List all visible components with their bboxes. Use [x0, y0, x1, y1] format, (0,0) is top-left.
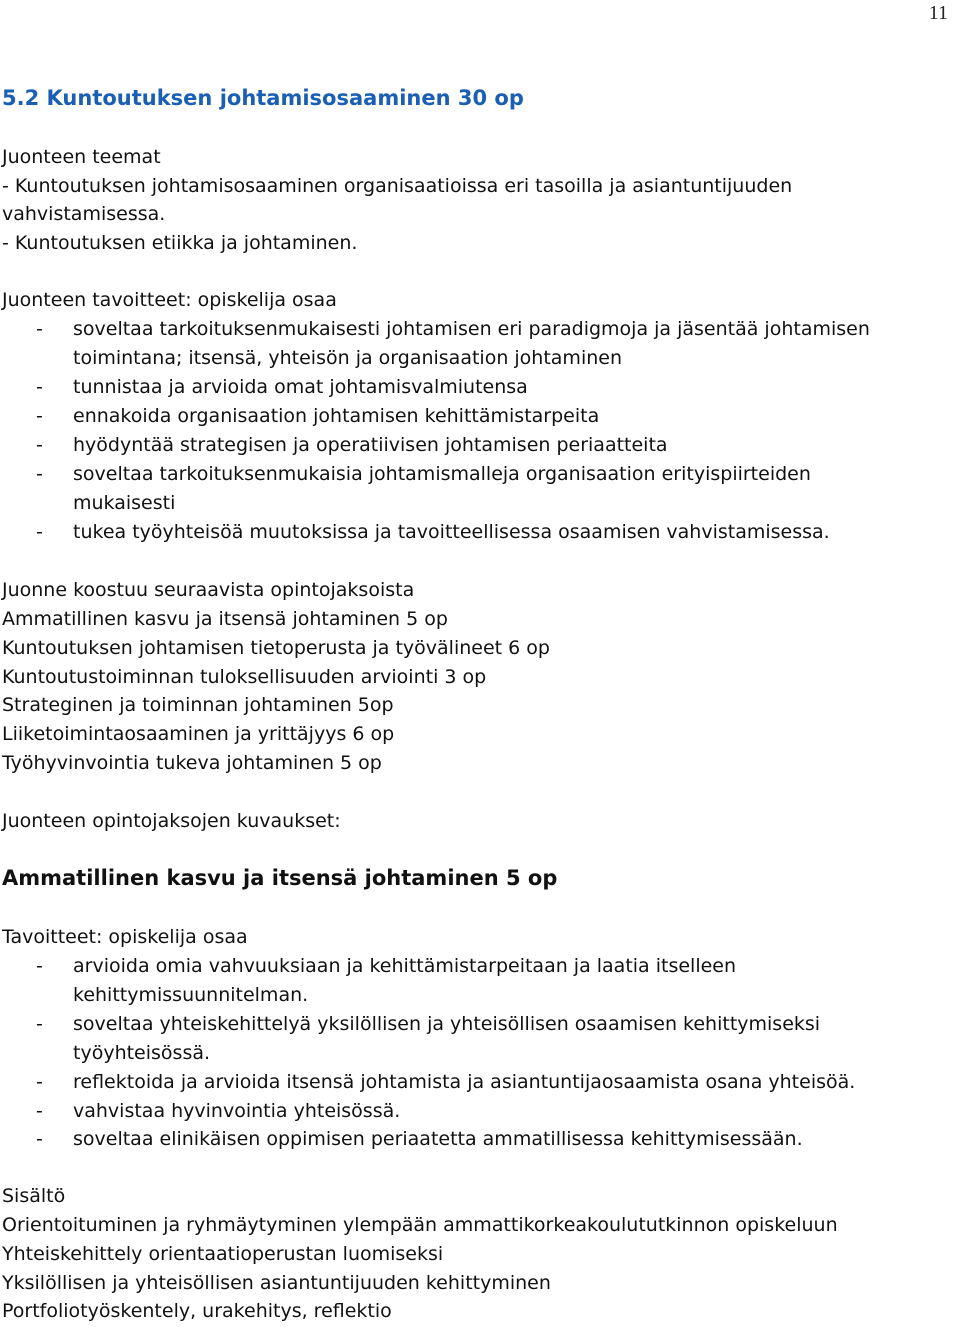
goal-text: tunnistaa ja arvioida omat johtamisvalmiutensa [73, 376, 528, 398]
themes-line: vahvistamisessa. [2, 203, 166, 225]
goal-item [2, 375, 952, 399]
course-list-item: Strateginen ja toiminnan johtaminen 5op [2, 694, 394, 716]
goal-item [2, 404, 952, 428]
course-list-item: Liiketoimintaosaaminen ja yrittäjyys 6 op [2, 723, 395, 745]
dash-marker: - [36, 376, 43, 398]
dash-marker: - [36, 1071, 43, 1093]
course-list-item: Kuntoutuksen johtamisen tietoperusta ja työvälineet 6 op [2, 637, 550, 659]
content-item: Orientoituminen ja ryhmäytyminen ylempään ammattikorkeakoulututkinnon opiskeluun [2, 1214, 838, 1236]
dash-marker: - [36, 405, 43, 427]
descriptions-heading: Juonteen opintojaksojen kuvaukset: [2, 810, 341, 832]
course-goal-item [2, 1070, 952, 1094]
course-goal-text: soveltaa elinikäisen oppimisen periaatetta ammatillisessa kehittymisessään. [73, 1128, 803, 1150]
goal-text: soveltaa tarkoituksenmukaisia johtamismalleja organisaation erityispiirteiden [73, 463, 811, 485]
page-number: 11 [928, 2, 948, 24]
goal-text: hyödyntää strategisen ja operatiivisen johtamisen periaatteita [73, 434, 668, 456]
course-goal-text-continued: työyhteisössä. [73, 1042, 211, 1064]
section-title: 5.2 Kuntoutuksen johtamisosaaminen 30 op [2, 86, 524, 110]
course-title: Ammatillinen kasvu ja itsensä johtaminen 5 op [2, 866, 558, 890]
course-goal-item [2, 954, 952, 978]
dash-marker: - [36, 1100, 43, 1122]
dash-marker: - [36, 955, 43, 977]
goal-item [2, 317, 952, 341]
course-goal-item [2, 1127, 952, 1151]
course-goal-text: arvioida omia vahvuuksiaan ja kehittämistarpeitaan ja laatia itselleen [73, 955, 737, 977]
themes-line: - Kuntoutuksen etiikka ja johtaminen. [2, 232, 358, 254]
content-item: Yksilöllisen ja yhteisöllisen asiantuntijuuden kehittyminen [2, 1272, 551, 1294]
dash-marker: - [36, 318, 43, 340]
course-goal-text-continued: kehittymissuunnitelman. [73, 984, 309, 1006]
course-list-item: Kuntoutustoiminnan tuloksellisuuden arviointi 3 op [2, 666, 487, 688]
course-goals-heading: Tavoitteet: opiskelija osaa [2, 926, 248, 948]
goal-text-continued: toimintana; itsensä, yhteisön ja organisaation johtaminen [73, 347, 622, 369]
dash-marker: - [36, 434, 43, 456]
goal-item [2, 520, 952, 544]
goal-text: soveltaa tarkoituksenmukaisesti johtamisen eri paradigmoja ja jäsentää johtamisen [73, 318, 870, 340]
course-goal-text: reflektoida ja arvioida itsensä johtamista ja asiantuntijaosaamista osana yhteisöä. [73, 1071, 856, 1093]
goal-item [2, 462, 952, 486]
dash-marker: - [36, 521, 43, 543]
goals-heading: Juonteen tavoitteet: opiskelija osaa [2, 289, 337, 311]
courses-heading: Juonne koostuu seuraavista opintojaksoista [2, 579, 415, 601]
themes-line: - Kuntoutuksen johtamisosaaminen organisaatioissa eri tasoilla ja asiantuntijuuden [2, 175, 793, 197]
course-list-item: Ammatillinen kasvu ja itsensä johtaminen 5 op [2, 608, 448, 630]
course-goal-text: vahvistaa hyvinvointia yhteisössä. [73, 1100, 401, 1122]
themes-heading: Juonteen teemat [2, 146, 161, 168]
content-item: Yhteiskehittely orientaatioperustan luomiseksi [2, 1243, 444, 1265]
course-goal-item [2, 1099, 952, 1123]
dash-marker: - [36, 463, 43, 485]
content-heading: Sisältö [2, 1185, 66, 1207]
course-goal-item [2, 1012, 952, 1036]
goal-text: tukea työyhteisöä muutoksissa ja tavoitteellisessa osaamisen vahvistamisessa. [73, 521, 830, 543]
course-list-item: Työhyvinvointia tukeva johtaminen 5 op [2, 752, 382, 774]
goal-text: ennakoida organisaation johtamisen kehittämistarpeita [73, 405, 600, 427]
dash-marker: - [36, 1013, 43, 1035]
content-item: Portfoliotyöskentely, urakehitys, reflektio [2, 1300, 392, 1322]
course-goal-text: soveltaa yhteiskehittelyä yksilöllisen ja yhteisöllisen osaamisen kehittymiseksi [73, 1013, 821, 1035]
goal-item [2, 433, 952, 457]
goal-text-continued: mukaisesti [73, 492, 176, 514]
dash-marker: - [36, 1128, 43, 1150]
